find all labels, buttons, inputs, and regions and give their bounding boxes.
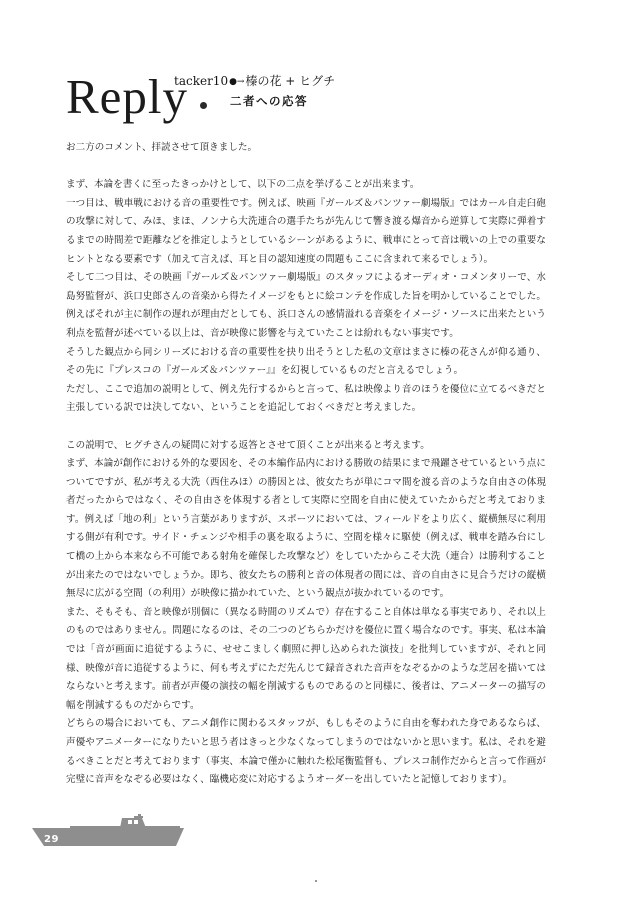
body-paragraph: この説明で、ヒグチさんの疑問に対する返答とさせて頂くことが出来ると考えます。	[66, 439, 430, 451]
article-byline	[174, 74, 335, 89]
paragraph-spacer	[66, 158, 546, 177]
body-paragraph: そして二つ目は、その映画『ガールズ＆パンツァー劇場版』のスタッフによるオーディオ・コメンタリーで、水島努監督が、浜口史郎さんの音楽から得たイメージをもとに絵コンテを作成した旨を明かしていることでした。例えばそれが主に制作の遅れが理由だとしても、浜口さんの感情溢れる音楽をイメージ・ソースに出来たという利点を監督が述べている以上は、音が映像に影響を与えていたことは紛れもない事実です。	[66, 272, 546, 339]
body-paragraph: また、そもそも、音と映像が別個に（異なる時間のリズムで）存在すること自体は単なる事実であり、それ以上のものではありません。問題になるのは、その二つのどちらかだけを優位に置く場合なのです。事実、私は本論では「音が画面に追従するように、せせこましく劇照に押し込められた演技」を批判していますが、それと同様、映像が音に追従するように、何も考えずにただ先んじて録音された音声をなぞるかのような芝居を描いてはならないと考えます。前者が声優の演技の幅を削減するものであるのと同様に、後者は、アニメーターの描写の幅を削減するものだからです。	[66, 606, 547, 711]
ship-silhouette-icon	[30, 806, 185, 856]
article-title: Reply	[66, 69, 189, 124]
bottom-mark	[315, 880, 317, 882]
article-body	[66, 139, 546, 790]
body-paragraph: ただし、ここで追加の説明として、例え先行するからと言って、私は映像より音のほうを優位に立てるべきだと主張している訳では決してない、ということを追記しておくべきだと考えました。	[66, 383, 546, 414]
paragraph-spacer	[66, 418, 546, 437]
author-right: 榛の花 + ヒグチ	[245, 74, 336, 88]
body-paragraph: どちらの場合においても、アニメ創作に関わるスタッフが、もしもそのように自由を奪われた身であるならば、声優やアニメーターになりたいと思う者はきっと少なくなってしまうのではないかと思います。私は、それを避るべきことだと考えております（事実、本論で僅かに触れた松尾衡監督も、プレスコ制作だからと言って作画が完璧に音声をなぞる必要はなく、臨機応変に対応するようオーダーを出していたと記憶しております）。	[66, 718, 546, 786]
body-paragraph: 一つ目は、戦車戦における音の重要性です。例えば、映画『ガールズ＆パンツァー劇場版』ではカール自走臼砲の攻撃に対して、みほ、まほ、ノンナら大洗連合の選手たちが先んじて響き渡る爆音から逆算して実際に弾着するまでの時間差で距離などを推定しようとしているシーンがあるように、戦車にとって音は戦いの上での重要なヒントとなる要素です（加えて言えば、耳と目の認知速度の問題もここに含まれて来るでしょう）。	[66, 197, 546, 265]
title-dot	[200, 102, 207, 109]
page-number: 29	[44, 834, 59, 845]
body-paragraph: お二方のコメント、拝読させて頂きました。	[66, 142, 258, 153]
author-left: tacker10	[174, 74, 229, 88]
double-arrow-icon: ●→	[229, 77, 245, 87]
body-paragraph: まず、本論が創作における外的な要因を、その本編作品内における勝敗の結果にまで飛躍させているという点についてですが、私が考える大洗（西住みほ）の勝因とは、彼女たちが単にコマ間を渡る音のような自由さの体現者だったからではなく、その自由さを体現する者として実際に空間を自由に使えていたからだと考えております。例えば「地の利」という言葉がありますが、スポーツにおいては、フィールドをより広く、縦横無尽に利用する側が有利です。サイド・チェンジや相手の裏を取るように、空間を様々に駆使（例えば、戦車を踏み台にして橋の上から本来なら不可能である射角を確保した攻撃など）をしていたからこそ大洗（連合）は勝利することが出来たのではないでしょうか。即ち、彼女たちの勝利と音の体現者の間には、音の自由さに見合うだけの縦横無尽に広がる空間（の利用）が映像に描かれていた、という観点が抜かれているのです。	[66, 458, 547, 600]
body-paragraph: まず、本論を書くに至ったきっかけとして、以下の二点を挙げることが出来ます。	[66, 179, 420, 191]
article-subtitle: 二者への応答	[230, 94, 308, 108]
body-paragraph: そうした観点から同シリーズにおける音の重要性を抉り出そうとした私の文章はまさに榛の花さんが仰る通り、その先に『プレスコの『ガールズ＆パンツァー』』を幻視しているものだと言えるでしょう。	[66, 346, 546, 377]
page-footer	[30, 806, 185, 856]
article-header	[66, 69, 486, 132]
